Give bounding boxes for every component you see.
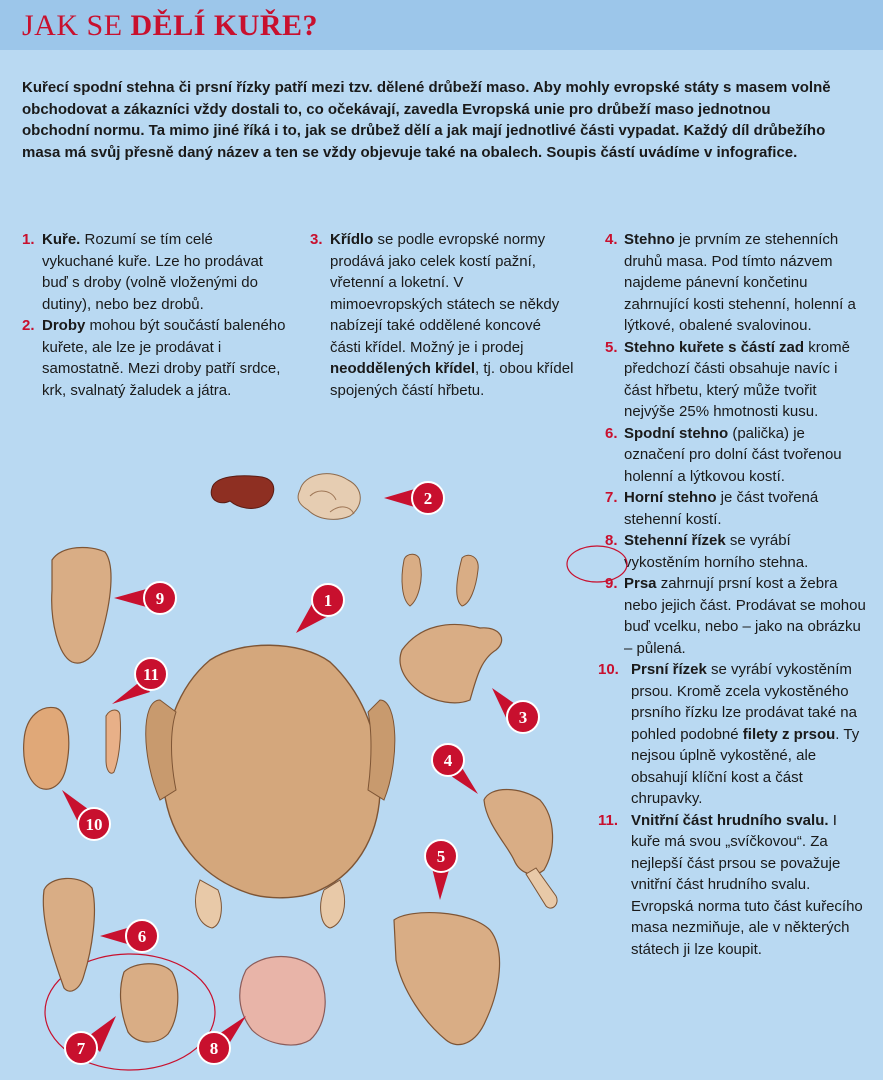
marker-1 bbox=[296, 584, 344, 633]
intro-paragraph: Kuřecí spodní stehna či prsní řízky patří mezi tzv. dělené drůbeží maso. Aby mohly evropské státy s masem volně obchodovat a zákazníci vždy dostali to, co očekávají, zavedla Evropská unie pro drůbeží maso jednotnou obchodní normu. Ta mimo jiné říká i to, jak se drůbež dělí a jak mají jednotlivé části vypadat. Každý díl drůbežího masa má svůj přesně daný název a ten se vždy objevuje také na obalech. Soupis částí uvádíme v infografice. bbox=[22, 79, 831, 161]
svg-text:6: 6 bbox=[137, 927, 147, 946]
svg-text:10: 10 bbox=[85, 815, 103, 834]
svg-text:8: 8 bbox=[209, 1039, 219, 1058]
marker-10 bbox=[62, 790, 110, 840]
svg-text:1: 1 bbox=[323, 591, 333, 610]
svg-text:11: 11 bbox=[142, 665, 160, 684]
liver-piece bbox=[211, 476, 274, 509]
marker-8 bbox=[198, 1016, 246, 1064]
breast-fillet-piece bbox=[24, 707, 69, 789]
list-item-2: 2. Droby mohou být součástí baleného kuřete, ale lze je prodávat i samostatně. Mezi droby patří srdce, krk, svalnatý žaludek a játra. bbox=[22, 317, 286, 399]
marker-2 bbox=[384, 482, 444, 514]
marker-6 bbox=[100, 920, 158, 952]
list-item-10: 10. Prsní řízek se vyrábí vykostěním prsou. Kromě zcela vykostěného prsního řízku lze prodávat také na pohled podobné filety z prsou. Ty nejsou úplně vykostěné, ale obsahují klíční kost a část chrupavky. bbox=[598, 661, 860, 807]
marker-11 bbox=[112, 658, 167, 704]
thigh-fillet-piece bbox=[240, 957, 325, 1045]
tenderloin-piece bbox=[106, 710, 121, 773]
highlight-circle-text bbox=[567, 546, 627, 582]
list-item-6: 6. Spodní stehno (palička) je označení pro dolní část tvořenou holenní a lýtkovou kostí. bbox=[605, 424, 842, 485]
list-item-4: 4. Stehno je prvním ze stehenních druhů masa. Pod tímto názvem najdeme pánevní končetinu zahrnující kosti stehenní, holenní a lýtkové, obalené svalovinou. bbox=[605, 231, 856, 334]
list-item-7: 7. Horní stehno je část tvořená stehenní kostí. bbox=[605, 489, 819, 528]
wing-piece bbox=[400, 624, 502, 702]
gizzard-piece bbox=[298, 474, 360, 520]
list-item-3: 3. Křídlo se podle evropské normy prodává jako celek kostí pažní, vřetenní a loketní. V mimoevropských státech se někdy nabízejí také oddělené koncové části křídel. Možný je i prodej neoddělených křídel, tj. obou křídel spojených částí hřbetu. bbox=[310, 231, 574, 399]
marker-5 bbox=[425, 840, 457, 900]
marker-4 bbox=[432, 744, 478, 794]
page-title: JAK SE DĚLÍ KUŘE? bbox=[22, 9, 319, 42]
list-item-11: 11. Vnitřní část hrudního svalu. I kuře má svou „svíčkovou“. Za nejlepší část prsou se považuje vnitřní část hrudního svalu. Evropská norma tuto část kuřecího masa nezmiňuje, ale v některých státech ji lze koupit. bbox=[598, 811, 863, 958]
marker-3 bbox=[492, 688, 539, 733]
svg-text:9: 9 bbox=[155, 589, 165, 608]
thigh-piece bbox=[121, 964, 178, 1042]
drumstick-piece bbox=[43, 878, 94, 991]
marker-9 bbox=[114, 582, 176, 614]
leg-quarter-piece bbox=[394, 913, 500, 1045]
breast-piece bbox=[52, 547, 111, 663]
leg-piece bbox=[484, 790, 553, 875]
svg-text:7: 7 bbox=[76, 1039, 86, 1058]
marker-7 bbox=[65, 1016, 116, 1064]
list-item-8: 8. Stehenní řízek se vyrábí vykostěním horního stehna. bbox=[605, 532, 809, 571]
list-item-1: 1. Kuře. Rozumí se tím celé vykuchané kuře. Lze ho prodávat buď s droby (volně vloženými do dutiny), nebo bez drobů. bbox=[22, 231, 263, 313]
svg-text:4: 4 bbox=[443, 751, 453, 770]
svg-text:3: 3 bbox=[518, 708, 528, 727]
list-item-9: 9. Prsa zahrnují prsní kost a žebra nebo jejich část. Prodávat se mohou buď vcelku, nebo – jako na obrázku – půlená. bbox=[605, 575, 866, 657]
whole-chicken bbox=[163, 645, 380, 898]
svg-text:5: 5 bbox=[436, 847, 446, 866]
list-item-5: 5. Stehno kuřete s částí zad kromě předchozí části obsahuje navíc i část hřbetu, který může tvořit nejvýše 25% hmotnosti kusu. bbox=[605, 338, 850, 420]
svg-text:2: 2 bbox=[423, 489, 433, 508]
